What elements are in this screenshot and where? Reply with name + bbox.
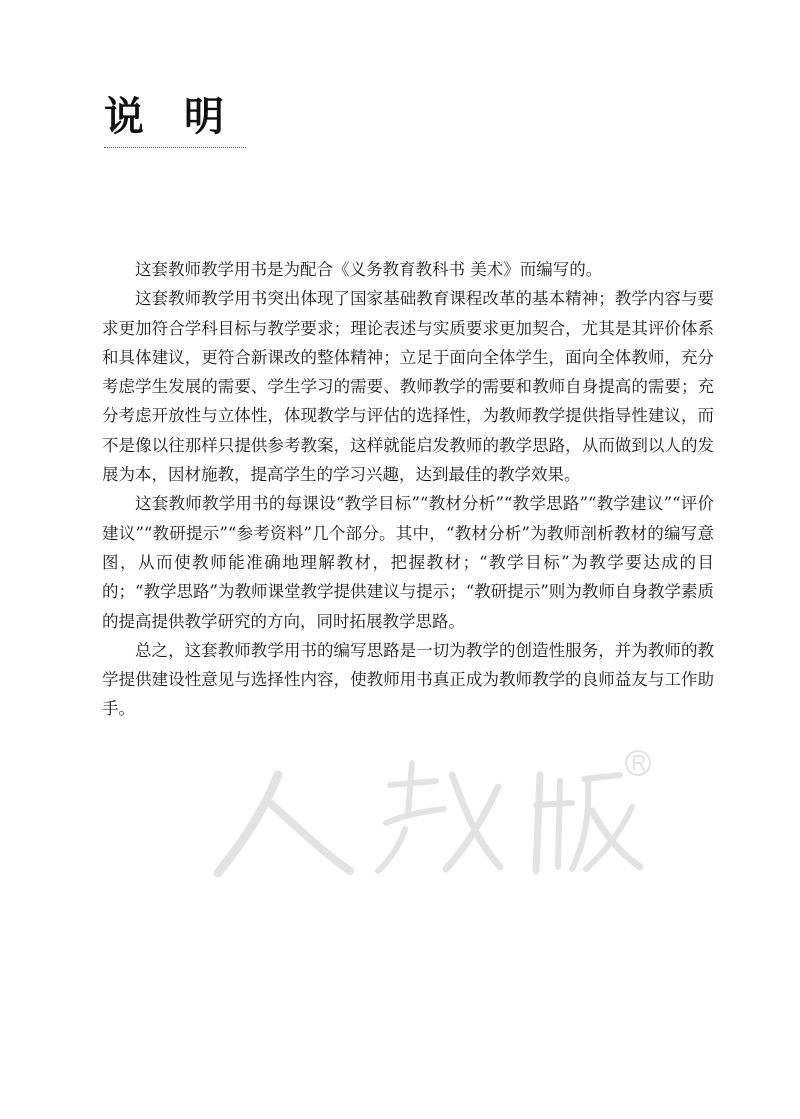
page-title: 说 明 xyxy=(104,93,224,140)
body-text xyxy=(102,255,714,724)
paragraph-4: 总之，这套教师教学用书的编写思路是一切为教学的创造性服务，并为教师的教学提供建设性意见与选择性内容，使教师用书真正成为教师教学的良师益友与工作助手。 xyxy=(102,640,714,719)
paragraph-1: 这套教师教学用书是为配合《义务教育教科书 美术》而编写的。 xyxy=(135,260,603,279)
paragraph-2: 这套教师教学用书突出体现了国家基础教育课程改革的基本精神；教学内容与要求更加符合学科目标与教学要求；理论表述与实质要求更加契合，尤其是其评价体系和具体建议，更符合新课改的整体精神；立足于面向全体学生，面向全体教师，充分考虑学生发展的需要、学生学习的需要、教师教学的需要和教师自身提高的需要；充分考虑开放性与立体性，体现教学与评估的选择性，为教师教学提供指导性建议，而不是像以往那样只提供参考教案，这样就能启发教师的教学思路，从而做到以人的发展为本，因材施教，提高学生的学习兴趣，达到最佳的教学效果。 xyxy=(102,289,714,485)
paragraph-3: 这套教师教学用书的每课设“教学目标”“教材分析”“教学思路”“教学建议”“评价建议”“教研提示”“参考资料”几个部分。其中，“教材分析”为教师剖析教材的编写意图，从而使教师能准确地理解教材，把握教材；“教学目标”为教学要达成的目的；“教学思路”为教师课堂教学提供建议与提示；“教研提示”则为教师自身教学素质的提高提供教学研究的方向，同时拓展教学思路。 xyxy=(102,494,714,631)
title-divider xyxy=(104,147,246,148)
publisher-watermark xyxy=(200,745,660,885)
